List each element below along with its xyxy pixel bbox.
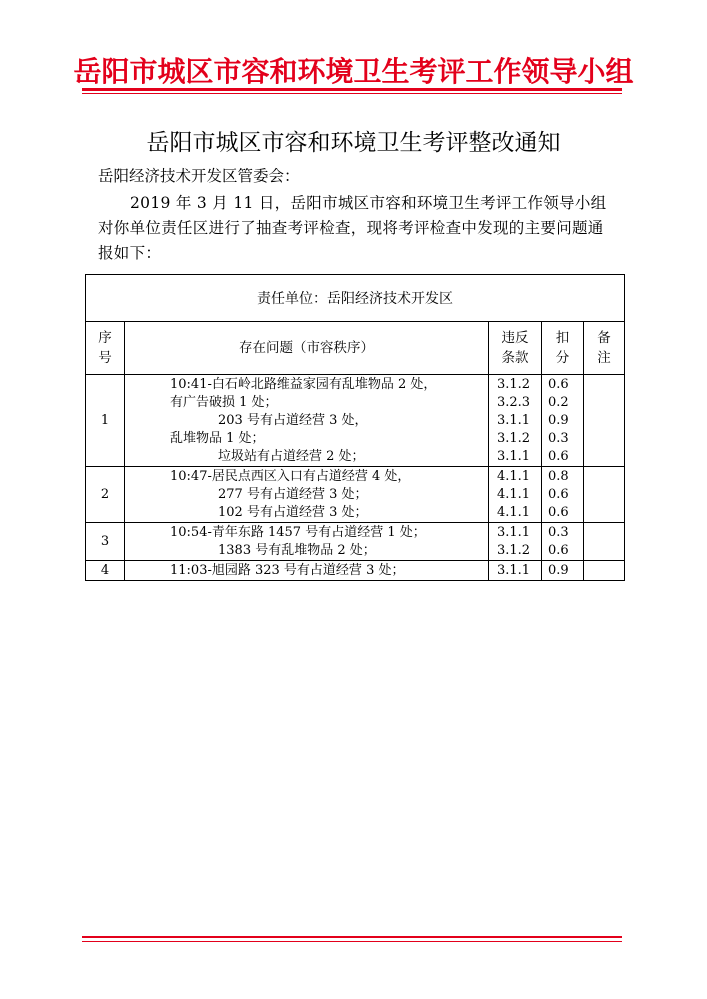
responsible-unit: 责任单位：岳阳经济技术开发区 [86, 275, 625, 322]
footer-divider-thin [82, 941, 622, 942]
addressee: 岳阳经济技术开发区管委会： [98, 167, 300, 185]
row-deductions [542, 467, 584, 523]
issue-line: 102 号有占道经营 3 处； [218, 505, 368, 520]
issue-line: 203 号有占道经营 3 处， [218, 413, 368, 428]
issue-line: 有广告破损 1 处； [170, 395, 278, 410]
clause-code: 3.1.2 [497, 376, 531, 392]
row-issues [125, 561, 489, 581]
deduction-value: 0.6 [548, 376, 569, 392]
header-remark: 备 注 [584, 322, 625, 375]
clause-code: 4.1.1 [497, 486, 531, 502]
row-deductions [542, 375, 584, 467]
document-title: 岳阳市城区市容和环境卫生考评整改通知 [146, 130, 561, 156]
row-deductions [542, 523, 584, 561]
masthead-title: 岳阳市城区市容和环境卫生考评工作领导小组 [73, 55, 634, 88]
issue-line: 10:54-青年东路 1457 号有占道经营 1 处； [170, 525, 426, 540]
deduction-value: 0.3 [548, 524, 569, 540]
table-row [86, 375, 625, 467]
table-row [86, 467, 625, 523]
row-issues [125, 523, 489, 561]
issue-line: 垃圾站有占道经营 2 处； [218, 449, 365, 464]
clause-code: 4.1.1 [497, 504, 531, 520]
masthead-divider-thick [82, 88, 622, 91]
row-seq: 2 [86, 467, 125, 523]
header-clause: 违反 条款 [489, 322, 542, 375]
deduction-value: 0.6 [548, 486, 569, 502]
notice-body: 2019 年 3 月 11 日，岳阳市城区市容和环境卫生考评工作领导小组对你单位责任区进行了抽查考评检查，现将考评检查中发现的主要问题通报如下： [98, 194, 607, 262]
deduction-value: 0.9 [548, 412, 569, 428]
clause-code: 3.1.1 [497, 562, 531, 578]
row-issues [125, 375, 489, 467]
row-seq: 3 [86, 523, 125, 561]
issue-table [85, 274, 625, 581]
row-clauses [489, 375, 542, 467]
deduction-value: 0.6 [548, 504, 569, 520]
masthead-divider-thin [82, 93, 622, 94]
issue-line: 10:41-白石岭北路维益家园有乱堆物品 2 处， [170, 377, 437, 392]
issue-line: 乱堆物品 1 处； [170, 431, 265, 446]
deduction-value: 0.2 [548, 394, 569, 410]
clause-code: 3.2.3 [497, 394, 531, 410]
issue-line: 11:03-旭园路 323 号有占道经营 3 处； [170, 563, 405, 578]
clause-code: 4.1.1 [497, 468, 531, 484]
deduction-value: 0.8 [548, 468, 569, 484]
table-body [86, 375, 625, 581]
clause-code: 3.1.2 [497, 430, 531, 446]
header-issue: 存在问题（市容秩序） [125, 322, 489, 375]
clause-code: 3.1.2 [497, 542, 531, 558]
deduction-value: 0.9 [548, 562, 569, 578]
issue-line: 1383 号有乱堆物品 2 处； [218, 543, 376, 558]
table-row [86, 523, 625, 561]
header-deduction: 扣 分 [542, 322, 584, 375]
deduction-value: 0.3 [548, 430, 569, 446]
row-remark [584, 561, 625, 581]
clause-code: 3.1.1 [497, 412, 531, 428]
row-remark [584, 467, 625, 523]
row-seq: 4 [86, 561, 125, 581]
row-clauses [489, 467, 542, 523]
table-row [86, 561, 625, 581]
row-deductions [542, 561, 584, 581]
issue-line: 277 号有占道经营 3 处； [218, 487, 368, 502]
row-clauses [489, 523, 542, 561]
row-issues [125, 467, 489, 523]
row-seq: 1 [86, 375, 125, 467]
row-remark [584, 523, 625, 561]
row-remark [584, 375, 625, 467]
row-clauses [489, 561, 542, 581]
unit-row [86, 275, 625, 322]
issue-line: 10:47-居民点西区入口有占道经营 4 处， [170, 469, 411, 484]
deduction-value: 0.6 [548, 448, 569, 464]
clause-code: 3.1.1 [497, 524, 531, 540]
header-seq: 序 号 [86, 322, 125, 375]
clause-code: 3.1.1 [497, 448, 531, 464]
footer-divider-thick [82, 936, 622, 938]
header-row [86, 322, 625, 375]
deduction-value: 0.6 [548, 542, 569, 558]
